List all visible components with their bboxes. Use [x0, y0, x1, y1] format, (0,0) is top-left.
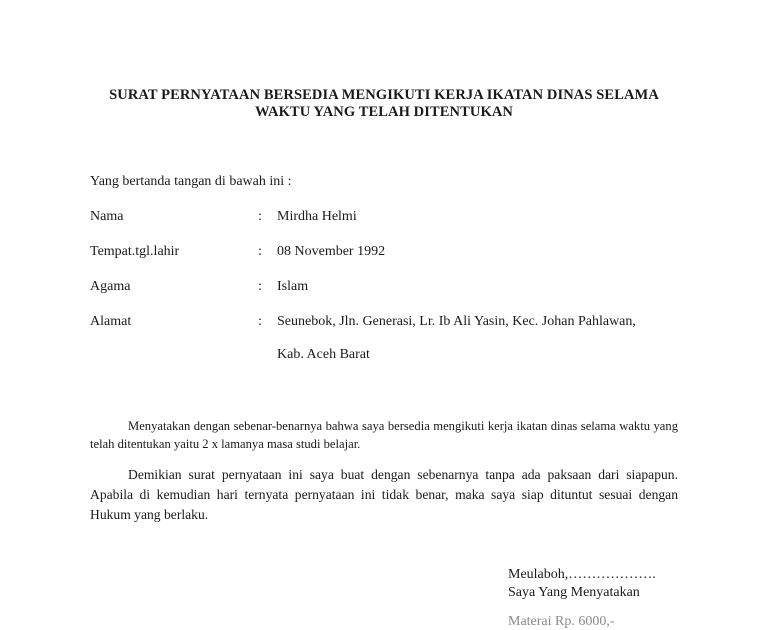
paragraph-closing: Demikian surat pernyataan ini saya buat dengan sebenarnya tanpa ada paksaan dari siapapun. Apabila di kemudian hari ternyata pernyataan ini tidak benar, maka saya siap dituntut sesuai dengan Hukum yang berlaku.	[90, 467, 678, 522]
signature-stamp-text: Materai Rp. 6000,-	[508, 614, 615, 629]
paragraph-statement: Menyatakan dengan sebenar-benarnya bahwa saya bersedia mengikuti kerja ikatan dinas selama waktu yang telah ditentukan yaitu 2 x lamanya masa studi belajar.	[90, 419, 678, 451]
field-alamat	[90, 314, 690, 332]
field-value: 08 November 1992	[277, 244, 386, 259]
field-colon: :	[258, 279, 262, 294]
document-title	[60, 87, 708, 121]
field-nama	[90, 209, 690, 227]
field-label: Tempat.tgl.lahir	[90, 244, 180, 259]
signature-signer: Saya Yang Menyatakan	[508, 585, 640, 600]
title-line-2: WAKTU YANG TELAH DITENTUKAN	[255, 104, 513, 120]
field-value: Islam	[277, 279, 309, 294]
field-tempat-tgl-lahir	[90, 244, 690, 262]
signature-place-date: Meulaboh,……………….	[508, 567, 656, 582]
address-line-2: Kab. Aceh Barat	[277, 347, 370, 362]
field-label: Nama	[90, 209, 124, 224]
field-colon: :	[258, 209, 262, 224]
field-value: Seunebok, Jln. Generasi, Lr. Ib Ali Yasin, Kec. Johan Pahlawan,	[277, 314, 636, 329]
field-agama	[90, 279, 690, 297]
title-line-1: SURAT PERNYATAAN BERSEDIA MENGIKUTI KERJA IKATAN DINAS SELAMA	[109, 87, 659, 103]
field-value: Mirdha Helmi	[277, 209, 357, 224]
field-label: Agama	[90, 279, 131, 294]
field-colon: :	[258, 314, 262, 329]
intro-text: Yang bertanda tangan di bawah ini :	[90, 174, 292, 189]
field-label: Alamat	[90, 314, 132, 329]
field-colon: :	[258, 244, 262, 259]
